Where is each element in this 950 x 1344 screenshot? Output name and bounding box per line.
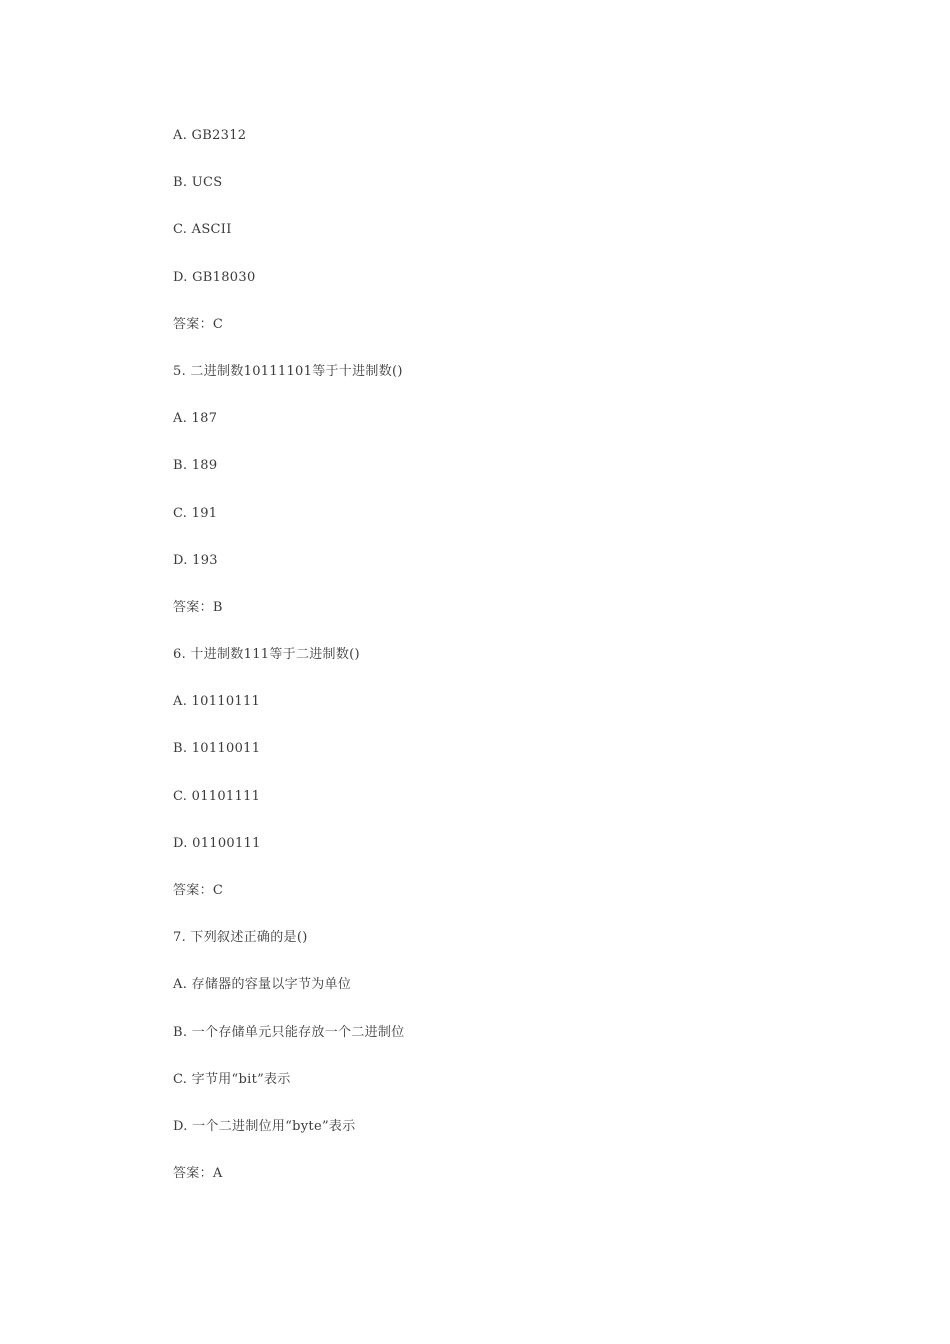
question-6: 6. 十进制数111等于二进制数() bbox=[173, 647, 360, 663]
option-a-q4: A. GB2312 bbox=[173, 128, 247, 143]
answer-q6: 答案：C bbox=[173, 883, 224, 898]
option-c-q7: C. 字节用“bit”表示 bbox=[173, 1071, 291, 1087]
option-a-q5: A. 187 bbox=[173, 411, 218, 427]
option-d-q5: D. 193 bbox=[173, 552, 218, 568]
option-a-q7: A. 存储器的容量以字节为单位 bbox=[173, 977, 352, 993]
option-d-q6: D. 01100111 bbox=[173, 835, 261, 851]
option-b-q7: B. 一个存储单元只能存放一个二进制位 bbox=[173, 1024, 405, 1040]
option-c-q6: C. 01101111 bbox=[173, 788, 261, 804]
option-b-q6: B. 10110011 bbox=[173, 741, 261, 757]
option-b-q4: B. UCS bbox=[173, 175, 223, 191]
option-a-q6: A. 10110111 bbox=[173, 694, 261, 710]
option-c-q4: C. ASCII bbox=[173, 222, 232, 238]
question-5: 5. 二进制数10111101等于十进制数() bbox=[173, 363, 403, 379]
option-d-q4: D. GB18030 bbox=[173, 269, 256, 285]
option-c-q5: C. 191 bbox=[173, 505, 218, 521]
option-d-q7: D. 一个二进制位用“byte”表示 bbox=[173, 1118, 356, 1134]
question-7: 7. 下列叙述正确的是() bbox=[173, 930, 308, 946]
option-b-q5: B. 189 bbox=[173, 458, 218, 474]
answer-q4: 答案：C bbox=[173, 316, 224, 332]
answer-q5: 答案：B bbox=[173, 599, 223, 615]
answer-q7: 答案：A bbox=[173, 1166, 223, 1182]
question-list bbox=[173, 126, 873, 1211]
